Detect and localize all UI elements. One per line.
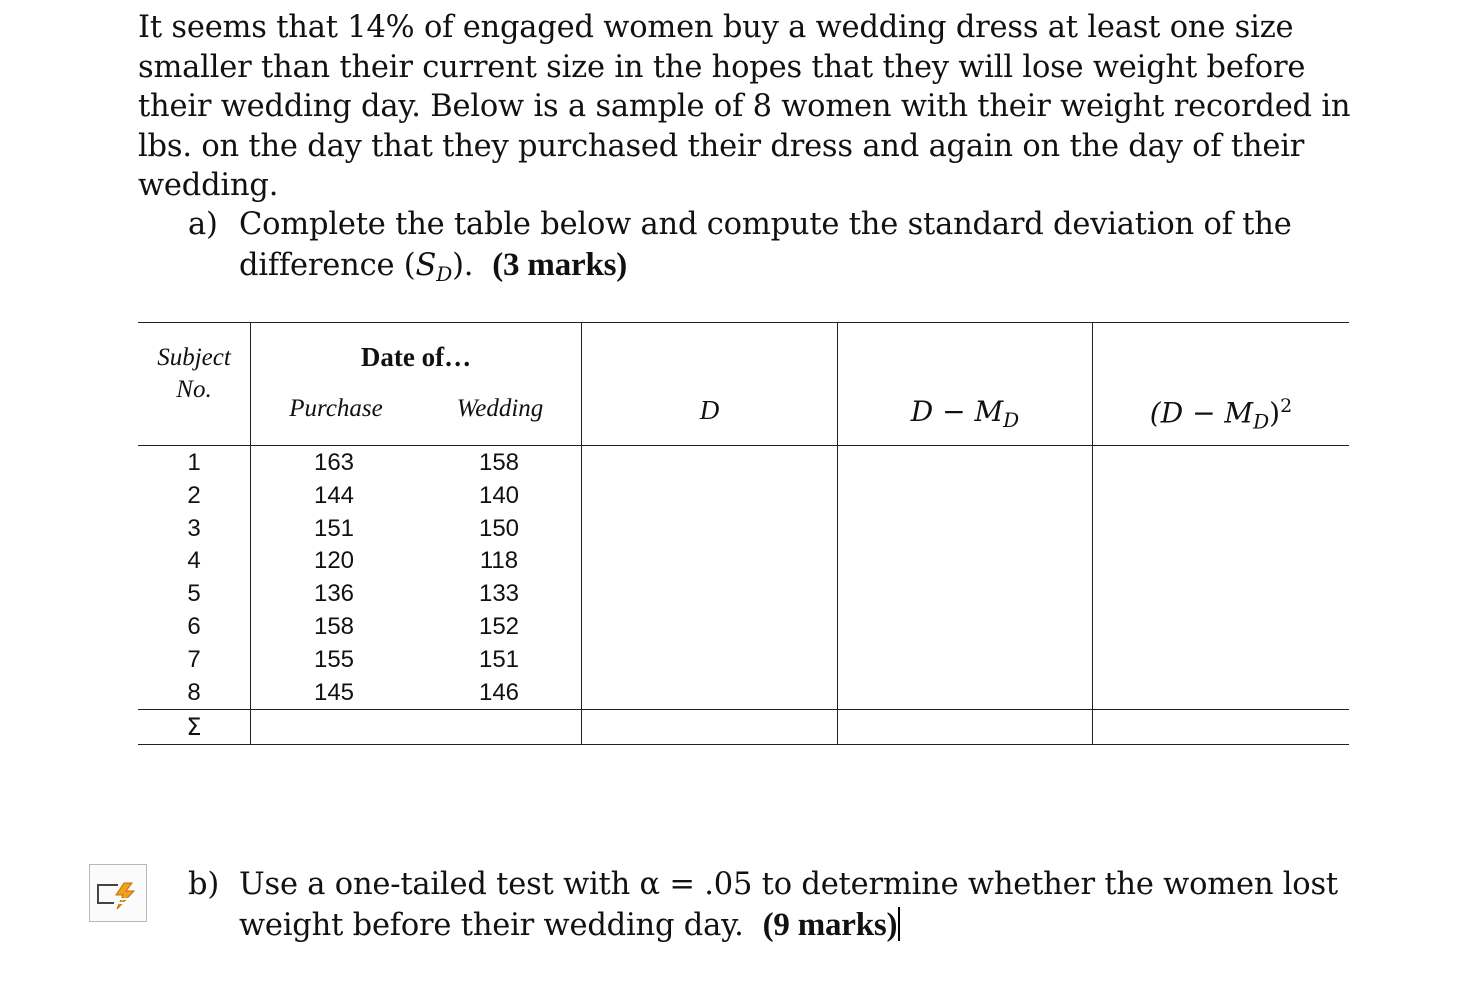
subject-cell: 6 xyxy=(187,612,201,640)
question-a-body xyxy=(239,205,1369,294)
lightning-icon xyxy=(90,865,146,921)
purchase-cell: 158 xyxy=(313,612,355,640)
table-top-rule xyxy=(138,322,1349,323)
table-divider xyxy=(581,322,582,745)
question-a-text: Complete the table below and compute the standard deviation of the difference ( xyxy=(239,207,1292,283)
data-table xyxy=(138,322,1349,745)
sum-symbol: Σ xyxy=(186,713,202,741)
table-divider xyxy=(837,322,838,745)
wedding-cell: 152 xyxy=(478,612,520,640)
table-divider xyxy=(1092,322,1093,745)
header-sq-close: ) xyxy=(1269,396,1281,430)
wedding-cell: 118 xyxy=(479,547,519,575)
subject-column xyxy=(168,447,220,709)
subject-cell: 4 xyxy=(187,547,201,575)
purchase-cell: 155 xyxy=(313,645,355,673)
wedding-cell: 133 xyxy=(478,580,520,608)
header-subject xyxy=(138,342,250,406)
subject-cell: 3 xyxy=(187,514,201,542)
header-subject-line2: No. xyxy=(176,376,212,403)
subject-cell: 8 xyxy=(187,678,201,706)
question-a-label: a) xyxy=(188,207,218,242)
question-b-body[interactable] xyxy=(239,865,1369,946)
wedding-cell: 140 xyxy=(478,481,520,509)
header-sq-exp: 2 xyxy=(1280,395,1293,417)
table-header-rule xyxy=(138,445,1349,446)
header-purchase: Purchase xyxy=(289,395,383,422)
header-wedding: Wedding xyxy=(456,395,544,422)
subject-cell: 1 xyxy=(187,449,201,476)
wedding-cell: 151 xyxy=(478,645,520,673)
question-b-text: Use a one-tailed test with α = .05 to determine whether the women lost weight before their wedding day. xyxy=(239,867,1338,943)
purchase-cell: 136 xyxy=(313,580,355,608)
subject-cell: 7 xyxy=(187,645,201,673)
purchase-column xyxy=(294,447,374,709)
purchase-cell: 151 xyxy=(313,514,355,542)
wedding-column xyxy=(459,447,539,709)
header-d-minus-m xyxy=(838,395,1092,432)
purchase-cell: 144 xyxy=(313,481,355,509)
header-d-minus-m-squared xyxy=(1093,395,1349,433)
sd-symbol: S xyxy=(415,248,437,283)
wedding-cell: 150 xyxy=(478,514,520,542)
table-bottom-rule xyxy=(138,744,1349,745)
table-divider xyxy=(250,322,251,745)
wedding-cell: 158 xyxy=(478,449,520,476)
question-b-marks: (9 marks) xyxy=(762,907,898,943)
header-sq-sub: D xyxy=(1253,409,1270,434)
purchase-cell: 120 xyxy=(313,547,355,575)
text-cursor xyxy=(898,907,900,941)
purchase-cell: 163 xyxy=(313,449,355,476)
header-subject-line1: Subject xyxy=(157,344,231,371)
question-b-label: b) xyxy=(188,867,220,902)
purchase-cell: 145 xyxy=(313,678,355,706)
lightning-addin-icon[interactable] xyxy=(89,864,147,922)
sd-subscript: D xyxy=(436,262,453,286)
header-sq-open: (D − M xyxy=(1149,396,1254,430)
header-d-minus-m-sub: D xyxy=(1003,408,1020,432)
header-d-minus-m-text: D − M xyxy=(910,395,1004,428)
question-a-text-end: ). xyxy=(452,248,474,283)
subject-cell: 2 xyxy=(187,481,201,509)
question-a-marks: (3 marks) xyxy=(492,247,628,283)
wedding-cell: 146 xyxy=(478,678,520,706)
header-d: D xyxy=(699,395,720,425)
intro-paragraph: It seems that 14% of engaged women buy a wedding dress at least one size smaller than their current size in the hopes that they will lose weight before their wedding day. Below is a sample of 8 women with their weight recorded in lbs. on the day that they purchased their dress and again on the day of their wedding. xyxy=(138,10,1351,203)
subject-cell: 5 xyxy=(187,580,201,608)
header-date-of: Date of… xyxy=(360,342,472,372)
